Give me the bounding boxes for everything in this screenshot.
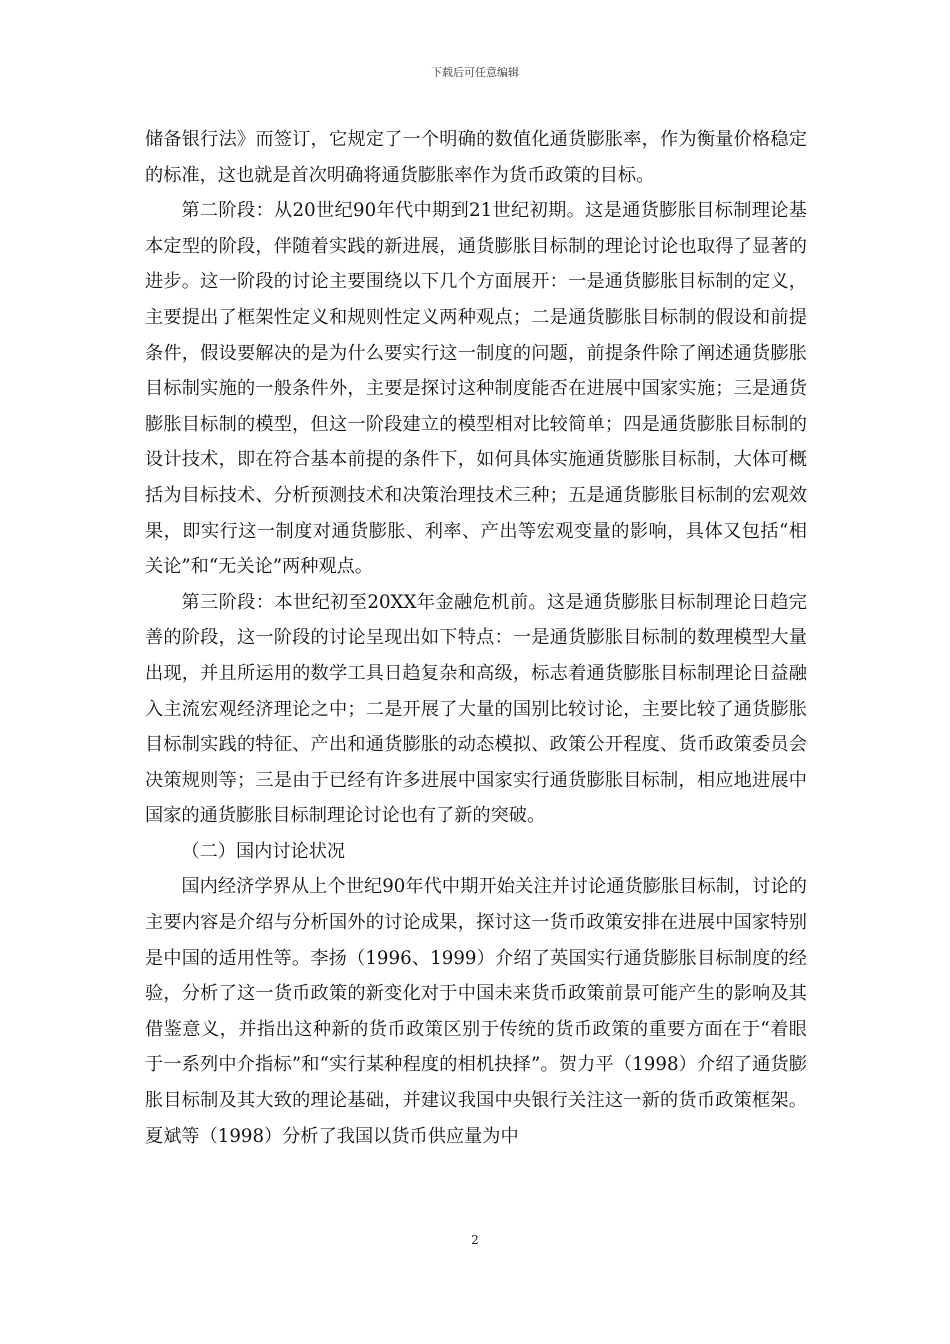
paragraph-stage-three: 第三阶段：本世纪初至20XX年金融危机前。这是通货膨胀目标制理论日趋完善的阶段，这一阶段的讨论呈现出如下特点：一是通货膨胀目标制的数理模型大量出现，并且所运用的数学工具日趋复杂和高级，标志着通货膨胀目标制理论日益融入主流宏观经济理论之中；二是开展了大量的国别比较讨论，主要比较了通货膨胀目标制实践的特征、产出和通货膨胀的动态模拟、政策公开程度、货币政策委员会决策规则等；三是由于已经有许多进展中国家实行通货膨胀目标制，相应地进展中国家的通货膨胀目标制理论讨论也有了新的突破。 [145,591,807,827]
paragraph-continuation: 储备银行法》而签订，它规定了一个明确的数值化通货膨胀率，作为衡量价格稳定的标准，这也就是首次明确将通货膨胀率作为货币政策的目标。 [145,129,807,186]
page-number: 2 [471,1233,479,1247]
page-header: 下载后可任意编辑 [431,66,519,79]
paragraph-stage-two: 第二阶段：从20世纪90年代中期到21世纪初期。这是通货膨胀目标制理论基本定型的阶段，伴随着实践的新进展，通货膨胀目标制的理论讨论也取得了显著的进步。这一阶段的讨论主要围绕以下几个方面展开：一是通货膨胀目标制的定义，主要提出了框架性定义和规则性定义两种观点；二是通货膨胀目标制的假设和前提条件，假设要解决的是为什么要实行这一制度的问题，前提条件除了阐述通货膨胀目标制实施的一般条件外，主要是探讨这种制度能否在进展中国家实施；三是通货膨胀目标制的模型，但这一阶段建立的模型相对比较简单；四是通货膨胀目标制的设计技术，即在符合基本前提的条件下，如何具体实施通货膨胀目标制，大体可概括为目标技术、分析预测技术和决策治理技术三种；五是通货膨胀目标制的宏观效果，即实行这一制度对通货膨胀、利率、产出等宏观变量的影响，具体又包括“相关论”和“无关论”两种观点。 [145,200,807,578]
section-heading-domestic: （二）国内讨论状况 [181,840,346,862]
paragraph-domestic-research: 国内经济学界从上个世纪90年代中期开始关注并讨论通货膨胀目标制，讨论的主要内容是介绍与分析国外的讨论成果，探讨这一货币政策安排在进展中国家特别是中国的适用性等。李扬（1996、1999）介绍了英国实行通货膨胀目标制度的经验，分析了这一货币政策的新变化对于中国未来货币政策前景可能产生的影响及其借鉴意义，并指出这种新的货币政策区别于传统的货币政策的重要方面在于“着眼于一系列中介指标”和“实行某种程度的相机抉择”。贺力平（1998）介绍了通货膨胀目标制及其大致的理论基础，并建议我国中央银行关注这一新的货币政策框架。夏斌等（1998）分析了我国以货币供应量为中 [145,876,807,1147]
body-text [145,122,807,1154]
